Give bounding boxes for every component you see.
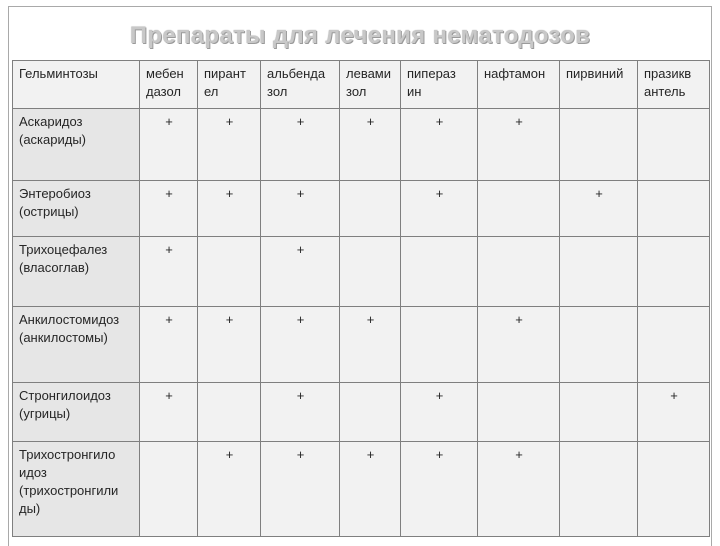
row-name: Энтеробиоз (острицы) [13,181,140,237]
table-cell: + [401,442,478,537]
table-row [13,237,710,307]
table-cell: + [140,383,198,442]
table-cell: + [261,307,340,383]
table-cell: + [478,442,560,537]
table-cell [340,237,401,307]
table-cell: + [401,181,478,237]
table-cell [198,237,261,307]
table-cell [638,237,710,307]
table-cell: + [340,307,401,383]
table-cell: + [261,181,340,237]
table-cell [478,383,560,442]
header-praziquantel: празикв антель [638,61,710,109]
table-cell: + [560,181,638,237]
table-cell: + [340,109,401,181]
table-cell: + [401,383,478,442]
table-cell: + [140,181,198,237]
slide-title: Препараты для лечения нематодозов [129,22,591,49]
table-cell: + [198,307,261,383]
table-cell [478,237,560,307]
header-levamisole: левами зол [340,61,401,109]
row-name: Аскаридоз (аскариды) [13,109,140,181]
table-row [13,109,710,181]
table-cell: + [401,109,478,181]
table-cell [560,109,638,181]
header-mebendazole: мебен дазол [140,61,198,109]
table-cell [638,442,710,537]
table-cell: + [478,307,560,383]
table-cell [140,442,198,537]
table-cell [560,442,638,537]
table-cell: + [261,109,340,181]
table-cell [560,307,638,383]
header-naftamon: нафтамон [478,61,560,109]
table-cell [638,181,710,237]
table-row [13,307,710,383]
table-row [13,442,710,537]
table-cell [401,237,478,307]
table-row [13,181,710,237]
table-header-row [13,61,710,109]
table-cell [560,383,638,442]
table-cell: + [140,237,198,307]
table-cell [638,109,710,181]
table-cell: + [198,181,261,237]
table-row [13,383,710,442]
row-name: Трихоцефалез (власоглав) [13,237,140,307]
drug-table [12,60,710,537]
table-cell: + [261,237,340,307]
table-cell [401,307,478,383]
table-cell [340,383,401,442]
header-pyrvinium: пирвиний [560,61,638,109]
table-cell [478,181,560,237]
table-cell [198,383,261,442]
table-cell: + [261,442,340,537]
header-pyrantel: пирант ел [198,61,261,109]
table-cell: + [140,307,198,383]
table-cell: + [261,383,340,442]
header-piperazine: пипераз ин [401,61,478,109]
table-cell: + [198,109,261,181]
table-cell [340,181,401,237]
table-cell [560,237,638,307]
table-cell: + [340,442,401,537]
row-name: Анкилостомидоз (анкилостомы) [13,307,140,383]
row-name: Трихостронгило идоз (трихостронгили ды) [13,442,140,537]
header-albendazole: альбенда зол [261,61,340,109]
header-helminthiasis: Гельминтозы [13,61,140,109]
row-name: Стронгилоидоз (угрицы) [13,383,140,442]
table-cell [638,307,710,383]
table-cell: + [198,442,261,537]
table-cell: + [140,109,198,181]
table-cell: + [638,383,710,442]
table-cell: + [478,109,560,181]
